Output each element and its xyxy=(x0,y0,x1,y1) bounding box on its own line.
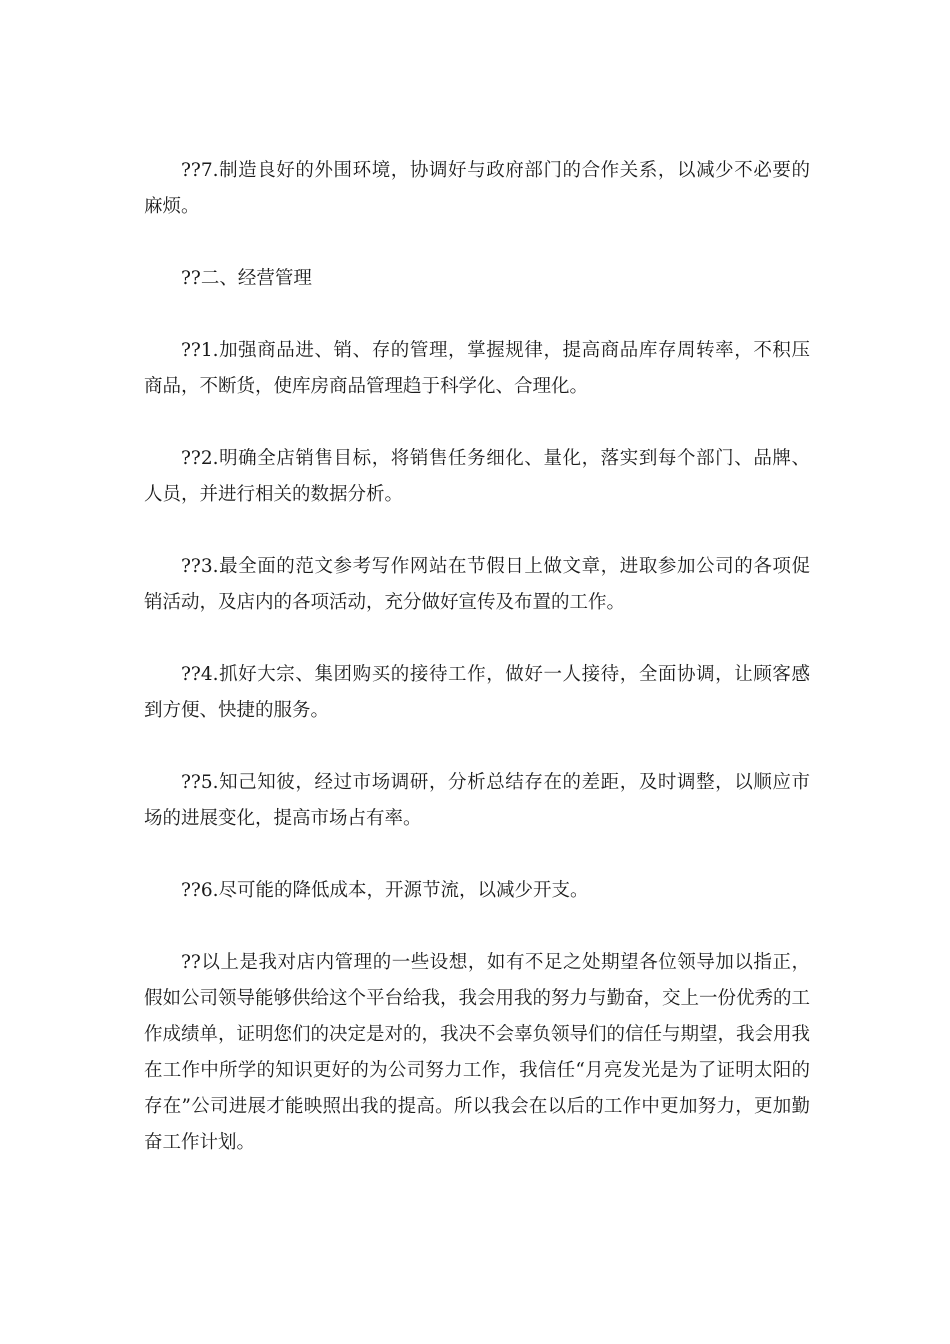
closing-paragraph: ??以上是我对店内管理的一些设想，如有不足之处期望各位领导加以指正，假如公司领导能够供给这个平台给我，我会用我的努力与勤奋，交上一份优秀的工作成绩单，证明您们的决定是对的，我决不会辜负领导们的信任与期望，我会用我在工作中所学的知识更好的为公司努力工作，我信任“月亮发光是为了证明太阳的存在”公司进展才能映照出我的提高。所以我会在以后的工作中更加努力，更加勤奋工作计划。 xyxy=(144,952,811,1153)
section-heading-operations: ??二、经营管理 xyxy=(181,268,312,289)
paragraph-item-2: ??2.明确全店销售目标，将销售任务细化、量化，落实到每个部门、品牌、人员，并进行相关的数据分析。 xyxy=(144,448,810,505)
paragraph-item-7: ??7.制造良好的外围环境，协调好与政府部门的合作关系，以减少不必要的麻烦。 xyxy=(144,160,810,217)
paragraph-item-3: ??3.最全面的范文参考写作网站在节假日上做文章，进取参加公司的各项促销活动，及店内的各项活动，充分做好宣传及布置的工作。 xyxy=(144,556,810,613)
paragraph-item-6: ??6.尽可能的降低成本，开源节流，以减少开支。 xyxy=(181,880,589,901)
paragraph-item-4: ??4.抓好大宗、集团购买的接待工作，做好一人接待，全面协调，让顾客感到方便、快捷的服务。 xyxy=(144,664,810,721)
document-body xyxy=(144,153,810,1197)
paragraph-item-5: ??5.知己知彼，经过市场调研，分析总结存在的差距，及时调整，以顺应市场的进展变化，提高市场占有率。 xyxy=(144,772,810,829)
paragraph-item-1: ??1.加强商品进、销、存的管理，掌握规律，提高商品库存周转率，不积压商品，不断货，使库房商品管理趋于科学化、合理化。 xyxy=(144,340,810,397)
